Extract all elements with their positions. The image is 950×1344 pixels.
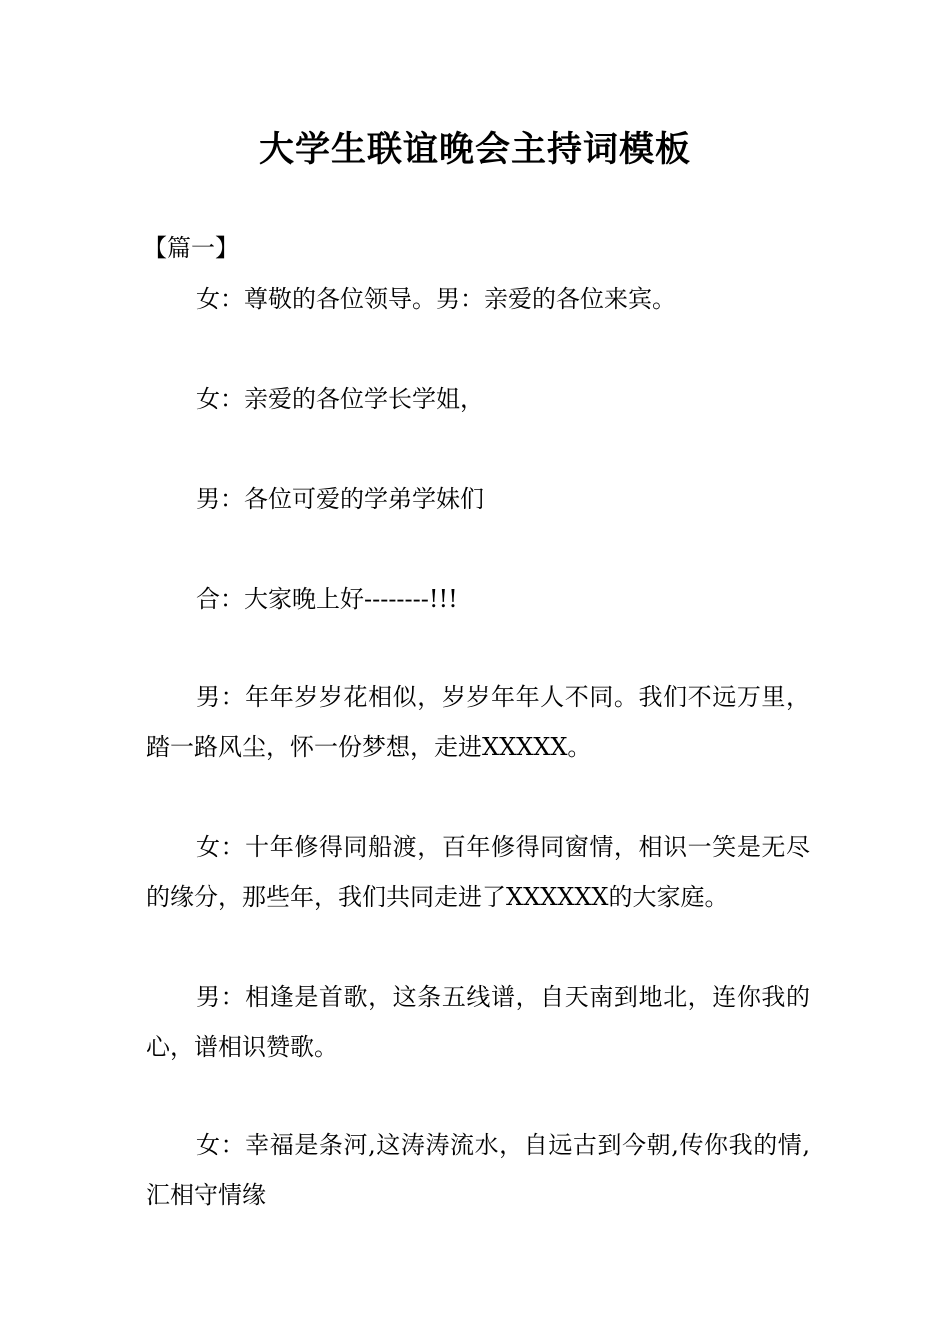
paragraph-3: 男：各位可爱的学弟学妹们 xyxy=(196,485,484,513)
paragraph-4: 合：大家晚上好--------!!! xyxy=(196,585,458,613)
paragraph-7: 男：相逢是首歌，这条五线谱，自天南到地北，连你我的心，谱相识赞歌。 xyxy=(146,983,810,1061)
document-title: 大学生联谊晚会主持词模板 xyxy=(258,130,691,170)
paragraph-6: 女：十年修得同船渡，百年修得同窗情，相识一笑是无尽的缘分，那些年，我们共同走进了XXXXXX的大家庭。 xyxy=(146,833,810,911)
paragraph-2: 女：亲爱的各位学长学姐， xyxy=(196,385,484,413)
paragraph-1: 女：尊敬的各位领导。男：亲爱的各位来宾。 xyxy=(196,285,676,313)
paragraph-5: 男：年年岁岁花相似，岁岁年年人不同。我们不远万里，踏一路风尘，怀一份梦想，走进XXXXX。 xyxy=(146,683,810,761)
section-label: 【篇一】 xyxy=(143,234,239,262)
paragraph-8: 女：幸福是条河,这涛涛流水，自远古到今朝,传你我的情,汇相守情缘 xyxy=(146,1131,810,1209)
